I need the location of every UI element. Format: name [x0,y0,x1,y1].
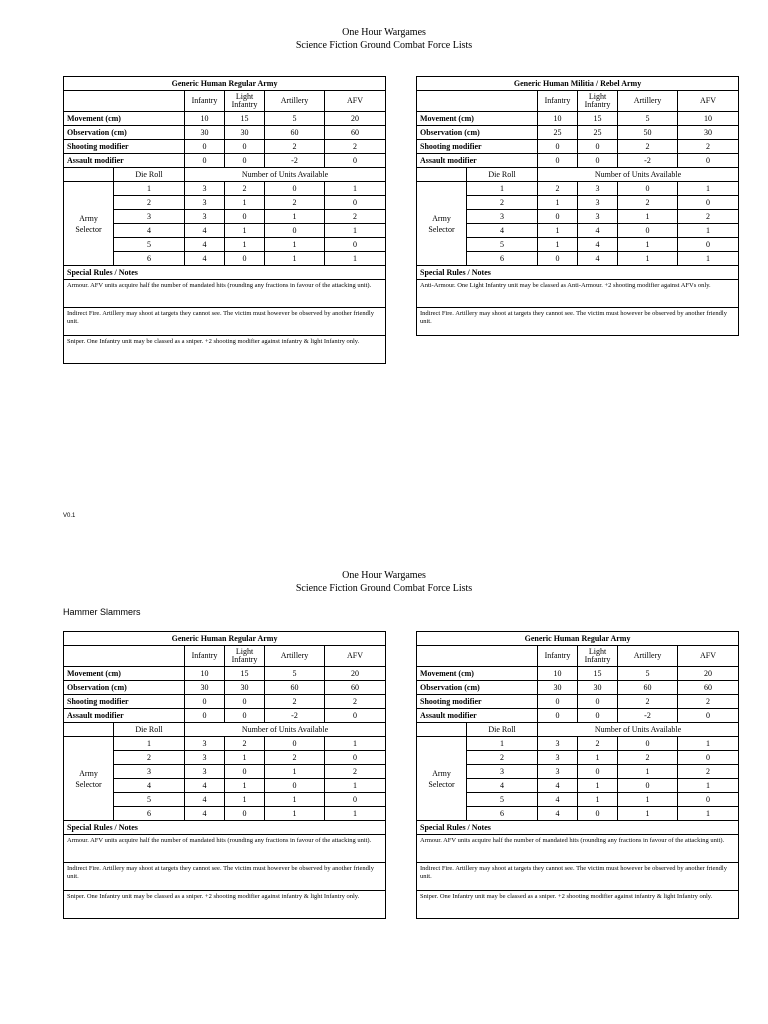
column-header: AFV [678,91,739,112]
special-rule-note: Anti-Armour. One Light Infantry unit may be classed as Anti-Armour. +2 shooting modifier against AFVs only. [417,280,739,308]
stat-value: 5 [618,112,678,126]
stat-value: 60 [325,681,386,695]
unit-count: 2 [618,196,678,210]
stat-value: 0 [578,154,618,168]
unit-count: 3 [185,210,225,224]
unit-count: 4 [538,793,578,807]
stat-value: 0 [578,140,618,154]
unit-count: 3 [185,751,225,765]
stat-value: 0 [225,695,265,709]
stat-value: 0 [225,709,265,723]
special-rules-header: Special Rules / Notes [64,821,386,835]
column-header: AFV [678,646,739,667]
unit-count: 0 [225,765,265,779]
stat-row [64,667,386,681]
special-rules-header: Special Rules / Notes [417,821,739,835]
unit-count: 2 [325,210,386,224]
stat-value: 0 [225,154,265,168]
stat-value: 2 [618,695,678,709]
unit-count: 1 [538,196,578,210]
stat-value: 0 [325,154,386,168]
stat-value: 2 [678,695,739,709]
special-rule-note: Sniper. One Infantry unit may be classed as a sniper. +2 shooting modifier against infantry & light Infantry only. [64,891,386,919]
army-selector-label: Army Selector [64,737,114,821]
unit-count: 0 [325,751,386,765]
stat-value: 60 [678,681,739,695]
force-table-2 [63,631,385,919]
unit-count: 0 [618,779,678,793]
stat-value: 5 [265,112,325,126]
column-header: Artillery [265,646,325,667]
stat-row [417,112,739,126]
stat-label: Shooting modifier [64,140,185,154]
unit-count: 2 [538,182,578,196]
stat-row [417,140,739,154]
column-header: AFV [325,91,386,112]
unit-count: 0 [225,210,265,224]
stat-row [417,154,739,168]
unit-count: 2 [678,765,739,779]
stat-value: 30 [225,681,265,695]
stat-value: 10 [185,667,225,681]
die-roll-value: 3 [467,765,538,779]
stat-value: -2 [265,709,325,723]
unit-count: 1 [678,252,739,266]
selector-blank [417,723,467,737]
unit-count: 1 [678,224,739,238]
stat-value: 2 [618,140,678,154]
header-blank [417,91,538,112]
stat-value: 50 [618,126,678,140]
stat-label: Observation (cm) [64,126,185,140]
stat-value: 30 [578,681,618,695]
selector-blank [64,168,114,182]
unit-count: 4 [578,238,618,252]
die-roll-value: 5 [114,793,185,807]
unit-count: 1 [538,238,578,252]
die-roll-value: 1 [114,737,185,751]
die-roll-row [417,182,739,196]
stat-row [417,695,739,709]
unit-count: 0 [618,224,678,238]
unit-count: 4 [578,252,618,266]
stat-value: 10 [538,667,578,681]
stat-row [64,126,386,140]
die-roll-header: Die Roll [114,168,185,182]
unit-count: 0 [265,779,325,793]
unit-count: 2 [225,737,265,751]
special-rule-note: Armour. AFV units acquire half the number of mandated hits (rounding any fractions in favour of the attacking unit). [64,280,386,308]
die-roll-value: 4 [114,779,185,793]
page-title-line-2: Science Fiction Ground Combat Force Lists [295,40,473,51]
stat-value: 0 [185,695,225,709]
army-selector-label: Army Selector [64,182,114,266]
stat-value: 30 [225,126,265,140]
column-header: Infantry [185,646,225,667]
units-available-header: Number of Units Available [185,168,386,182]
column-header: Infantry [185,91,225,112]
header-blank [64,646,185,667]
unit-count: 1 [618,807,678,821]
unit-count: 3 [185,196,225,210]
page-1-title [0,26,768,52]
die-roll-value: 3 [467,210,538,224]
unit-count: 4 [185,793,225,807]
unit-count: 1 [578,779,618,793]
stat-label: Shooting modifier [64,695,185,709]
stat-value: 0 [538,709,578,723]
special-rule-note: Indirect Fire. Artillery may shoot at targets they cannot see. The victim must however be observed by another friendly unit. [64,863,386,891]
unit-count: 3 [538,765,578,779]
special-rule-note: Armour. AFV units acquire half the number of mandated hits (rounding any fractions in favour of the attacking unit). [64,835,386,863]
unit-count: 4 [538,779,578,793]
unit-count: 0 [225,807,265,821]
unit-count: 2 [225,182,265,196]
stat-row [417,681,739,695]
unit-count: 0 [325,238,386,252]
stat-value: 30 [185,126,225,140]
stat-value: 2 [325,140,386,154]
die-roll-value: 5 [114,238,185,252]
column-header: Light Infantry [225,91,265,112]
unit-count: 4 [185,224,225,238]
unit-count: 0 [618,182,678,196]
column-header: Artillery [265,91,325,112]
stat-value: 0 [678,154,739,168]
unit-count: 4 [185,252,225,266]
special-rule-note: Armour. AFV units acquire half the number of mandated hits (rounding any fractions in favour of the attacking unit). [417,835,739,863]
page-title-line-1: One Hour Wargames [342,27,426,38]
unit-count: 3 [185,737,225,751]
force-list-table [416,631,739,919]
die-roll-value: 1 [114,182,185,196]
unit-count: 2 [265,196,325,210]
stat-label: Shooting modifier [417,140,538,154]
unit-count: 4 [185,779,225,793]
unit-count: 3 [578,210,618,224]
unit-count: 2 [325,765,386,779]
stat-value: 0 [538,140,578,154]
stat-row [64,695,386,709]
stat-row [417,126,739,140]
stat-value: 0 [578,709,618,723]
unit-count: 1 [538,224,578,238]
stat-value: 10 [538,112,578,126]
unit-count: 1 [325,779,386,793]
page-title-line-2: Science Fiction Ground Combat Force Lists [295,583,473,594]
stat-row [64,154,386,168]
stat-value: 20 [678,667,739,681]
stat-value: 5 [265,667,325,681]
die-roll-value: 5 [467,238,538,252]
unit-count: 2 [265,751,325,765]
stat-value: 10 [185,112,225,126]
die-roll-value: 2 [114,196,185,210]
unit-count: 1 [325,807,386,821]
unit-count: 4 [578,224,618,238]
stat-label: Assault modifier [64,154,185,168]
unit-count: 1 [225,224,265,238]
stat-label: Observation (cm) [417,681,538,695]
special-rule-note: Sniper. One Infantry unit may be classed as a sniper. +2 shooting modifier against infantry & light Infantry only. [417,891,739,919]
unit-count: 0 [225,252,265,266]
stat-value: -2 [618,709,678,723]
stat-label: Assault modifier [417,709,538,723]
column-header: Artillery [618,646,678,667]
stat-value: 60 [265,681,325,695]
unit-count: 1 [325,182,386,196]
die-roll-value: 6 [114,252,185,266]
army-selector-label: Army Selector [417,737,467,821]
unit-count: 1 [265,238,325,252]
die-roll-value: 4 [467,224,538,238]
unit-count: 1 [678,737,739,751]
stat-value: 30 [678,126,739,140]
stat-value: 30 [185,681,225,695]
die-roll-row [417,737,739,751]
unit-count: 1 [265,210,325,224]
unit-count: 0 [578,765,618,779]
unit-count: 0 [325,196,386,210]
page-title-line-1: One Hour Wargames [342,570,426,581]
unit-count: 3 [578,196,618,210]
stat-value: 15 [225,112,265,126]
die-roll-value: 2 [467,751,538,765]
unit-count: 0 [265,182,325,196]
special-rule-note: Indirect Fire. Artillery may shoot at targets they cannot see. The victim must however be observed by another friendly unit. [64,308,386,336]
stat-value: 0 [185,709,225,723]
die-roll-value: 6 [467,807,538,821]
column-header: Infantry [538,91,578,112]
unit-count: 0 [678,196,739,210]
stat-label: Movement (cm) [417,667,538,681]
stat-value: 0 [325,709,386,723]
column-header: Light Infantry [578,91,618,112]
force-table-3 [416,631,738,919]
stat-row [64,112,386,126]
army-name: Generic Human Militia / Rebel Army [417,77,739,91]
stat-value: 10 [678,112,739,126]
unit-count: 1 [618,252,678,266]
unit-count: 1 [678,182,739,196]
unit-count: 2 [618,751,678,765]
stat-label: Assault modifier [417,154,538,168]
stat-value: 5 [618,667,678,681]
stat-value: 30 [538,681,578,695]
army-selector-label: Army Selector [417,182,467,266]
column-header: AFV [325,646,386,667]
die-roll-row [64,182,386,196]
units-available-header: Number of Units Available [538,723,739,737]
unit-count: 2 [578,737,618,751]
stat-label: Assault modifier [64,709,185,723]
stat-row [417,709,739,723]
unit-count: 1 [325,224,386,238]
stat-value: 25 [578,126,618,140]
unit-count: 4 [185,238,225,252]
unit-count: 1 [265,807,325,821]
unit-count: 3 [185,182,225,196]
stat-value: 25 [538,126,578,140]
army-name: Generic Human Regular Army [64,77,386,91]
stat-value: 0 [225,140,265,154]
units-available-header: Number of Units Available [185,723,386,737]
die-roll-value: 4 [114,224,185,238]
units-available-header: Number of Units Available [538,168,739,182]
stat-value: 20 [325,667,386,681]
stat-row [64,140,386,154]
unit-count: 0 [618,737,678,751]
stat-value: 2 [265,140,325,154]
special-rules-header: Special Rules / Notes [417,266,739,280]
stat-label: Movement (cm) [64,112,185,126]
stat-value: 0 [185,154,225,168]
die-roll-value: 3 [114,765,185,779]
unit-count: 3 [185,765,225,779]
stat-value: -2 [618,154,678,168]
unit-count: 3 [538,751,578,765]
force-list-table [63,631,386,919]
unit-count: 2 [678,210,739,224]
special-rule-note: Indirect Fire. Artillery may shoot at targets they cannot see. The victim must however be observed by another friendly unit. [417,863,739,891]
stat-value: 2 [325,695,386,709]
unit-count: 1 [678,779,739,793]
unit-count: 1 [618,238,678,252]
die-roll-value: 4 [467,779,538,793]
stat-value: 60 [325,126,386,140]
die-roll-value: 5 [467,793,538,807]
unit-count: 0 [678,793,739,807]
stat-value: 0 [538,154,578,168]
stat-label: Observation (cm) [64,681,185,695]
unit-count: 1 [225,196,265,210]
unit-count: 4 [538,807,578,821]
unit-count: 1 [618,765,678,779]
stat-row [417,667,739,681]
unit-count: 1 [225,751,265,765]
stat-value: 2 [678,140,739,154]
stat-value: 60 [618,681,678,695]
stat-value: 15 [578,667,618,681]
unit-count: 0 [265,224,325,238]
column-header: Light Infantry [225,646,265,667]
die-roll-value: 6 [114,807,185,821]
stat-value: 0 [185,140,225,154]
unit-count: 0 [538,252,578,266]
column-header: Light Infantry [578,646,618,667]
force-list-table [416,76,739,336]
unit-count: 4 [185,807,225,821]
army-name: Generic Human Regular Army [64,632,386,646]
unit-count: 1 [578,793,618,807]
force-list-table [63,76,386,364]
stat-label: Movement (cm) [64,667,185,681]
die-roll-value: 3 [114,210,185,224]
special-rule-note: Sniper. One Infantry unit may be classed as a sniper. +2 shooting modifier against infantry & light Infantry only. [64,336,386,364]
stat-label: Observation (cm) [417,126,538,140]
die-roll-value: 2 [467,196,538,210]
die-roll-header: Die Roll [114,723,185,737]
unit-count: 3 [578,182,618,196]
unit-count: 1 [618,793,678,807]
die-roll-value: 1 [467,182,538,196]
stat-value: 60 [265,126,325,140]
unit-count: 1 [265,765,325,779]
stat-value: 2 [265,695,325,709]
stat-value: 0 [678,709,739,723]
selector-blank [64,723,114,737]
stat-label: Movement (cm) [417,112,538,126]
column-header: Infantry [538,646,578,667]
unit-count: 1 [578,751,618,765]
stat-value: 0 [538,695,578,709]
unit-count: 1 [265,252,325,266]
page-2-title [0,569,768,595]
unit-count: 1 [325,737,386,751]
die-roll-value: 6 [467,252,538,266]
unit-count: 0 [578,807,618,821]
selector-blank [417,168,467,182]
die-roll-header: Die Roll [467,723,538,737]
die-roll-value: 1 [467,737,538,751]
stat-row [64,709,386,723]
unit-count: 0 [678,238,739,252]
unit-count: 0 [538,210,578,224]
special-rules-header: Special Rules / Notes [64,266,386,280]
die-roll-row [64,737,386,751]
section-subtitle: Hammer Slammers [63,607,141,617]
stat-label: Shooting modifier [417,695,538,709]
unit-count: 3 [538,737,578,751]
die-roll-value: 2 [114,751,185,765]
version-label: V0.1 [63,513,76,519]
army-name: Generic Human Regular Army [417,632,739,646]
unit-count: 1 [225,793,265,807]
stat-value: -2 [265,154,325,168]
stat-value: 15 [225,667,265,681]
unit-count: 0 [325,793,386,807]
unit-count: 0 [265,737,325,751]
die-roll-header: Die Roll [467,168,538,182]
header-blank [64,91,185,112]
unit-count: 0 [678,751,739,765]
stat-value: 20 [325,112,386,126]
header-blank [417,646,538,667]
special-rule-note: Indirect Fire. Artillery may shoot at targets they cannot see. The victim must however be observed by another friendly unit. [417,308,739,336]
stat-value: 15 [578,112,618,126]
force-table-1 [416,76,738,336]
stat-row [64,681,386,695]
unit-count: 1 [225,779,265,793]
column-header: Artillery [618,91,678,112]
unit-count: 1 [618,210,678,224]
force-table-0 [63,76,385,364]
unit-count: 1 [325,252,386,266]
unit-count: 1 [225,238,265,252]
unit-count: 1 [265,793,325,807]
unit-count: 1 [678,807,739,821]
stat-value: 0 [578,695,618,709]
